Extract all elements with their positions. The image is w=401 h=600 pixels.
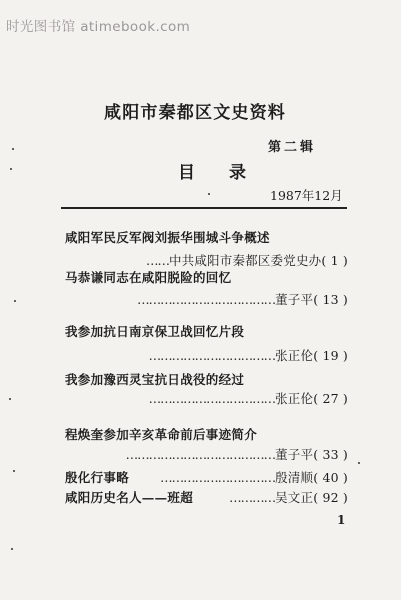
toc-entry-title: 程焕奎参加辛亥革命前后事迹简介 (65, 427, 258, 442)
toc-entry-page: ( 33 ) (313, 447, 348, 462)
toc-entry-title: 我参加豫西灵宝抗日战役的经过 (65, 372, 245, 387)
toc-entry-title: 殷化行事略 (65, 470, 130, 485)
scan-speck (10, 168, 12, 170)
watermark: 时光图书馆 atimebook.com (6, 19, 191, 35)
toc-entry-page: ( 40 ) (313, 470, 348, 485)
toc-entry-author: 董子平 (275, 447, 314, 462)
toc-entry-meta (149, 389, 348, 407)
leader-dots: …………………………… (148, 348, 276, 363)
issue-label: 第二辑 (268, 140, 317, 155)
toc-entry-author: 中共咸阳市秦都区委党史办 (168, 253, 322, 268)
publication-date: 1987年12月 (270, 188, 343, 203)
leader-dots: …… (145, 253, 169, 268)
leader-dots: …………………………… (148, 391, 276, 406)
leader-dots: ………… (229, 490, 276, 505)
leader-dots: ……………………………… (137, 292, 276, 307)
toc-entry-title: 咸阳军民反军阀刘振华围城斗争概述 (65, 230, 270, 245)
toc-entry-title: 咸阳历史名人——班超 (65, 490, 194, 505)
toc-entry-author: 殷清顺 (275, 470, 314, 485)
leader-dots: ………………………… (160, 470, 276, 485)
toc-entry-meta (160, 468, 348, 486)
toc-entry-meta (146, 251, 348, 269)
toc-entry-title: 马恭谦同志在咸阳脱险的回忆 (65, 270, 232, 285)
toc-entry-author: 吴文正 (275, 490, 314, 505)
toc-entry-page: ( 1 ) (321, 253, 348, 268)
leader-dots: ………………………………… (125, 447, 276, 462)
publication-title: 咸阳市秦都区文史资料 (104, 103, 286, 123)
scan-speck (14, 300, 16, 302)
toc-entry-page: ( 19 ) (313, 348, 348, 363)
toc-entry-title: 我参加抗日南京保卫战回忆片段 (65, 324, 245, 339)
toc-entry-meta (137, 290, 348, 308)
toc-entry-meta (149, 346, 348, 364)
scan-speck (12, 148, 14, 150)
scan-speck (9, 398, 11, 400)
toc-entry-meta (229, 488, 348, 506)
toc-entry-page: ( 13 ) (313, 292, 348, 307)
scan-speck (11, 548, 13, 550)
divider-rule (61, 207, 347, 209)
toc-entry-meta (126, 445, 348, 463)
toc-entry-author: 张正伦 (275, 348, 314, 363)
scan-speck (13, 470, 15, 472)
toc-entry-page: ( 27 ) (313, 391, 348, 406)
scan-speck (358, 462, 360, 464)
toc-entry-author: 张正伦 (275, 391, 314, 406)
page-number: 1 (337, 513, 346, 527)
toc-heading: 目录 (178, 163, 280, 183)
toc-entry-page: ( 92 ) (313, 490, 348, 505)
scan-speck (208, 193, 210, 195)
toc-entry-author: 董子平 (275, 292, 314, 307)
